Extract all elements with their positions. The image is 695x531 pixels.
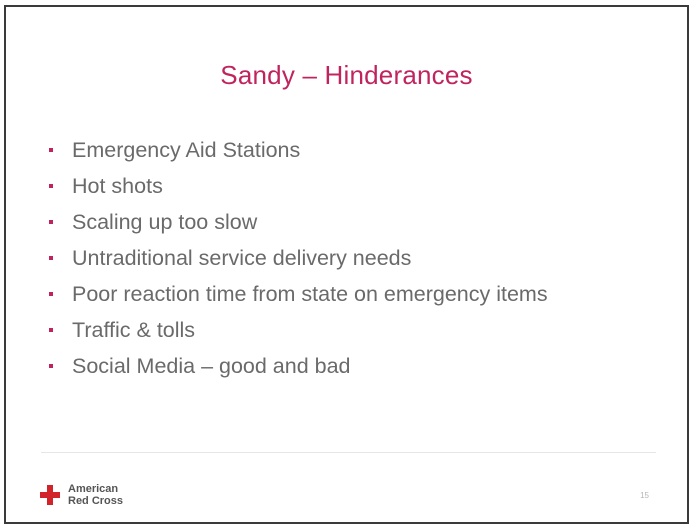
logo-wordmark [68,483,123,507]
bullet-marker-icon [49,148,53,152]
bullet-marker-icon [49,328,53,332]
bullet-text: Traffic & tolls [72,318,196,342]
logo-line-1: American [68,483,119,495]
bullet-text: Emergency Aid Stations [72,138,301,162]
red-cross-icon [40,485,60,505]
slide-title: Sandy – Hinderances [220,60,473,90]
bullet-item [46,348,548,384]
bullet-item [46,240,548,276]
bullet-marker-icon [49,184,53,188]
slide [4,5,689,524]
bullet-item [46,204,548,240]
red-cross-logo [40,481,123,509]
bullet-item [46,276,548,312]
bullet-list [46,132,548,384]
bullet-item [46,132,548,168]
bullet-text: Hot shots [72,174,163,198]
bullet-marker-icon [49,292,53,296]
bullet-marker-icon [49,256,53,260]
bullet-text: Social Media – good and bad [72,354,351,378]
page-number: 15 [640,491,649,500]
bullet-item [46,312,548,348]
bullet-text: Poor reaction time from state on emergency items [72,282,548,306]
bullet-marker-icon [49,220,53,224]
bullet-marker-icon [49,364,53,368]
footer-divider [41,452,656,453]
bullet-text: Untraditional service delivery needs [72,246,412,270]
bullet-text: Scaling up too slow [72,210,258,234]
logo-line-2: Red Cross [68,495,124,507]
bullet-item [46,168,548,204]
